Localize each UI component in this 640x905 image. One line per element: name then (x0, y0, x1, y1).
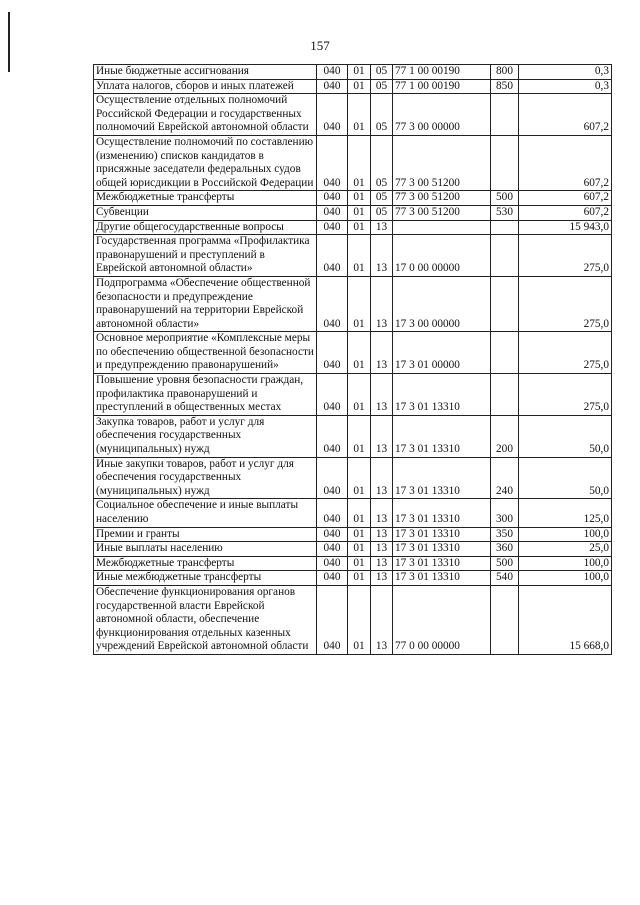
cell-vr: 500 (491, 556, 519, 571)
cell-csr: 77 3 00 51200 (393, 135, 491, 190)
cell-ved: 040 (317, 135, 348, 190)
cell-ved: 040 (317, 65, 348, 80)
cell-vr (491, 235, 519, 277)
cell-ved: 040 (317, 556, 348, 571)
cell-sum: 100,0 (519, 571, 612, 586)
cell-sum: 50,0 (519, 457, 612, 499)
cell-sum: 607,2 (519, 205, 612, 220)
cell-rz: 01 (348, 571, 371, 586)
cell-vr (491, 585, 519, 654)
cell-vr: 540 (491, 571, 519, 586)
cell-vr: 200 (491, 415, 519, 457)
cell-csr: 17 0 00 00000 (393, 235, 491, 277)
cell-vr (491, 94, 519, 136)
cell-ved: 040 (317, 205, 348, 220)
cell-csr: 17 3 01 13310 (393, 542, 491, 557)
cell-vr (491, 276, 519, 331)
table-row (94, 220, 612, 235)
cell-csr: 17 3 01 13310 (393, 527, 491, 542)
cell-rz: 01 (348, 65, 371, 80)
cell-name: Иные бюджетные ассигнования (94, 65, 317, 80)
cell-name: Осуществление полномочий по составлению (изменению) списков кандидатов в присяжные заседатели федеральных судов общей юрисдикции в Российской Федерации (94, 135, 317, 190)
cell-sum: 275,0 (519, 235, 612, 277)
table-row (94, 415, 612, 457)
cell-pr: 13 (371, 332, 393, 374)
table-row (94, 332, 612, 374)
cell-sum: 607,2 (519, 94, 612, 136)
table-row (94, 556, 612, 571)
cell-ved: 040 (317, 374, 348, 416)
cell-rz: 01 (348, 276, 371, 331)
cell-name: Иные межбюджетные трансферты (94, 571, 317, 586)
cell-vr (491, 374, 519, 416)
cell-vr: 530 (491, 205, 519, 220)
cell-rz: 01 (348, 94, 371, 136)
cell-rz: 01 (348, 527, 371, 542)
cell-vr (491, 332, 519, 374)
cell-name: Уплата налогов, сборов и иных платежей (94, 79, 317, 94)
cell-sum: 125,0 (519, 499, 612, 527)
cell-ved: 040 (317, 191, 348, 206)
cell-pr: 13 (371, 542, 393, 557)
cell-pr: 13 (371, 571, 393, 586)
cell-rz: 01 (348, 457, 371, 499)
cell-csr: 77 1 00 00190 (393, 79, 491, 94)
cell-pr: 05 (371, 191, 393, 206)
table-row (94, 585, 612, 654)
cell-name: Подпрограмма «Обеспечение общественной безопасности и предупреждение правонарушений на территории Еврейской автономной области» (94, 276, 317, 331)
cell-name: Социальное обеспечение и иные выплаты населению (94, 499, 317, 527)
cell-rz: 01 (348, 332, 371, 374)
cell-ved: 040 (317, 457, 348, 499)
cell-name: Субвенции (94, 205, 317, 220)
cell-ved: 040 (317, 571, 348, 586)
cell-ved: 040 (317, 415, 348, 457)
table-row (94, 457, 612, 499)
cell-pr: 05 (371, 205, 393, 220)
cell-rz: 01 (348, 415, 371, 457)
cell-csr: 17 3 01 13310 (393, 374, 491, 416)
cell-vr (491, 135, 519, 190)
cell-rz: 01 (348, 135, 371, 190)
cell-rz: 01 (348, 220, 371, 235)
cell-ved: 040 (317, 276, 348, 331)
cell-sum: 275,0 (519, 276, 612, 331)
cell-ved: 040 (317, 332, 348, 374)
cell-vr (491, 220, 519, 235)
cell-vr: 500 (491, 191, 519, 206)
cell-pr: 13 (371, 457, 393, 499)
cell-rz: 01 (348, 374, 371, 416)
cell-csr: 17 3 01 13310 (393, 499, 491, 527)
cell-pr: 13 (371, 220, 393, 235)
cell-csr: 17 3 01 00000 (393, 332, 491, 374)
cell-csr: 77 3 00 00000 (393, 94, 491, 136)
cell-ved: 040 (317, 220, 348, 235)
table-row (94, 94, 612, 136)
cell-name: Иные выплаты населению (94, 542, 317, 557)
cell-csr: 77 3 00 51200 (393, 205, 491, 220)
table-row (94, 205, 612, 220)
cell-pr: 13 (371, 374, 393, 416)
table-row (94, 542, 612, 557)
cell-rz: 01 (348, 556, 371, 571)
cell-pr: 13 (371, 235, 393, 277)
cell-pr: 13 (371, 527, 393, 542)
table-row (94, 135, 612, 190)
cell-name: Основное мероприятие «Комплексные меры по обеспечению общественной безопасности и предупреждению правонарушений» (94, 332, 317, 374)
table-row (94, 374, 612, 416)
cell-name: Государственная программа «Профилактика правонарушений и преступлений в Еврейской автономной области» (94, 235, 317, 277)
cell-sum: 100,0 (519, 556, 612, 571)
cell-ved: 040 (317, 585, 348, 654)
cell-csr: 17 3 01 13310 (393, 457, 491, 499)
cell-rz: 01 (348, 499, 371, 527)
page-number: 157 (310, 38, 330, 53)
cell-sum: 25,0 (519, 542, 612, 557)
cell-vr: 350 (491, 527, 519, 542)
cell-csr: 77 0 00 00000 (393, 585, 491, 654)
cell-sum: 607,2 (519, 191, 612, 206)
table-row (94, 65, 612, 80)
cell-csr: 17 3 01 13310 (393, 556, 491, 571)
cell-name: Осуществление отдельных полномочий Российской Федерации и государственных полномочий Еврейской автономной области (94, 94, 317, 136)
cell-name: Премии и гранты (94, 527, 317, 542)
cell-name: Повышение уровня безопасности граждан, профилактика правонарушений и преступлений в общественных местах (94, 374, 317, 416)
cell-sum: 50,0 (519, 415, 612, 457)
cell-ved: 040 (317, 94, 348, 136)
cell-ved: 040 (317, 499, 348, 527)
table-row (94, 499, 612, 527)
table-row (94, 235, 612, 277)
cell-name: Межбюджетные трансферты (94, 191, 317, 206)
cell-rz: 01 (348, 79, 371, 94)
cell-vr: 850 (491, 79, 519, 94)
cell-csr: 17 3 01 13310 (393, 571, 491, 586)
cell-pr: 05 (371, 94, 393, 136)
cell-csr: 17 3 00 00000 (393, 276, 491, 331)
cell-sum: 607,2 (519, 135, 612, 190)
cell-pr: 05 (371, 79, 393, 94)
cell-vr: 360 (491, 542, 519, 557)
cell-vr: 300 (491, 499, 519, 527)
cell-csr (393, 220, 491, 235)
cell-sum: 0,3 (519, 65, 612, 80)
cell-sum: 15 668,0 (519, 585, 612, 654)
cell-vr: 240 (491, 457, 519, 499)
cell-name: Иные закупки товаров, работ и услуг для обеспечения государственных (муниципальных) нужд (94, 457, 317, 499)
cell-rz: 01 (348, 191, 371, 206)
cell-pr: 13 (371, 499, 393, 527)
cell-name: Закупка товаров, работ и услуг для обеспечения государственных (муниципальных) нужд (94, 415, 317, 457)
cell-csr: 77 3 00 51200 (393, 191, 491, 206)
cell-ved: 040 (317, 542, 348, 557)
cell-sum: 100,0 (519, 527, 612, 542)
table-row (94, 276, 612, 331)
cell-csr: 17 3 01 13310 (393, 415, 491, 457)
cell-ved: 040 (317, 235, 348, 277)
cell-rz: 01 (348, 235, 371, 277)
cell-name: Обеспечение функционирования органов государственной власти Еврейской автономной области, обеспечение функционирования отдельных казенных учреждений Еврейской автономной области (94, 585, 317, 654)
cell-name: Межбюджетные трансферты (94, 556, 317, 571)
cell-rz: 01 (348, 585, 371, 654)
cell-csr: 77 1 00 00190 (393, 65, 491, 80)
cell-sum: 0,3 (519, 79, 612, 94)
table-row (94, 191, 612, 206)
table-row (94, 79, 612, 94)
cell-sum: 275,0 (519, 332, 612, 374)
cell-pr: 13 (371, 556, 393, 571)
cell-pr: 13 (371, 276, 393, 331)
cell-pr: 13 (371, 585, 393, 654)
cell-pr: 13 (371, 415, 393, 457)
table-row (94, 571, 612, 586)
cell-vr: 800 (491, 65, 519, 80)
cell-name: Другие общегосударственные вопросы (94, 220, 317, 235)
cell-rz: 01 (348, 205, 371, 220)
cell-ved: 040 (317, 79, 348, 94)
cell-pr: 05 (371, 65, 393, 80)
table-row (94, 527, 612, 542)
cell-sum: 275,0 (519, 374, 612, 416)
cell-sum: 15 943,0 (519, 220, 612, 235)
cell-ved: 040 (317, 527, 348, 542)
cell-pr: 05 (371, 135, 393, 190)
cell-rz: 01 (348, 542, 371, 557)
budget-table (93, 64, 612, 655)
